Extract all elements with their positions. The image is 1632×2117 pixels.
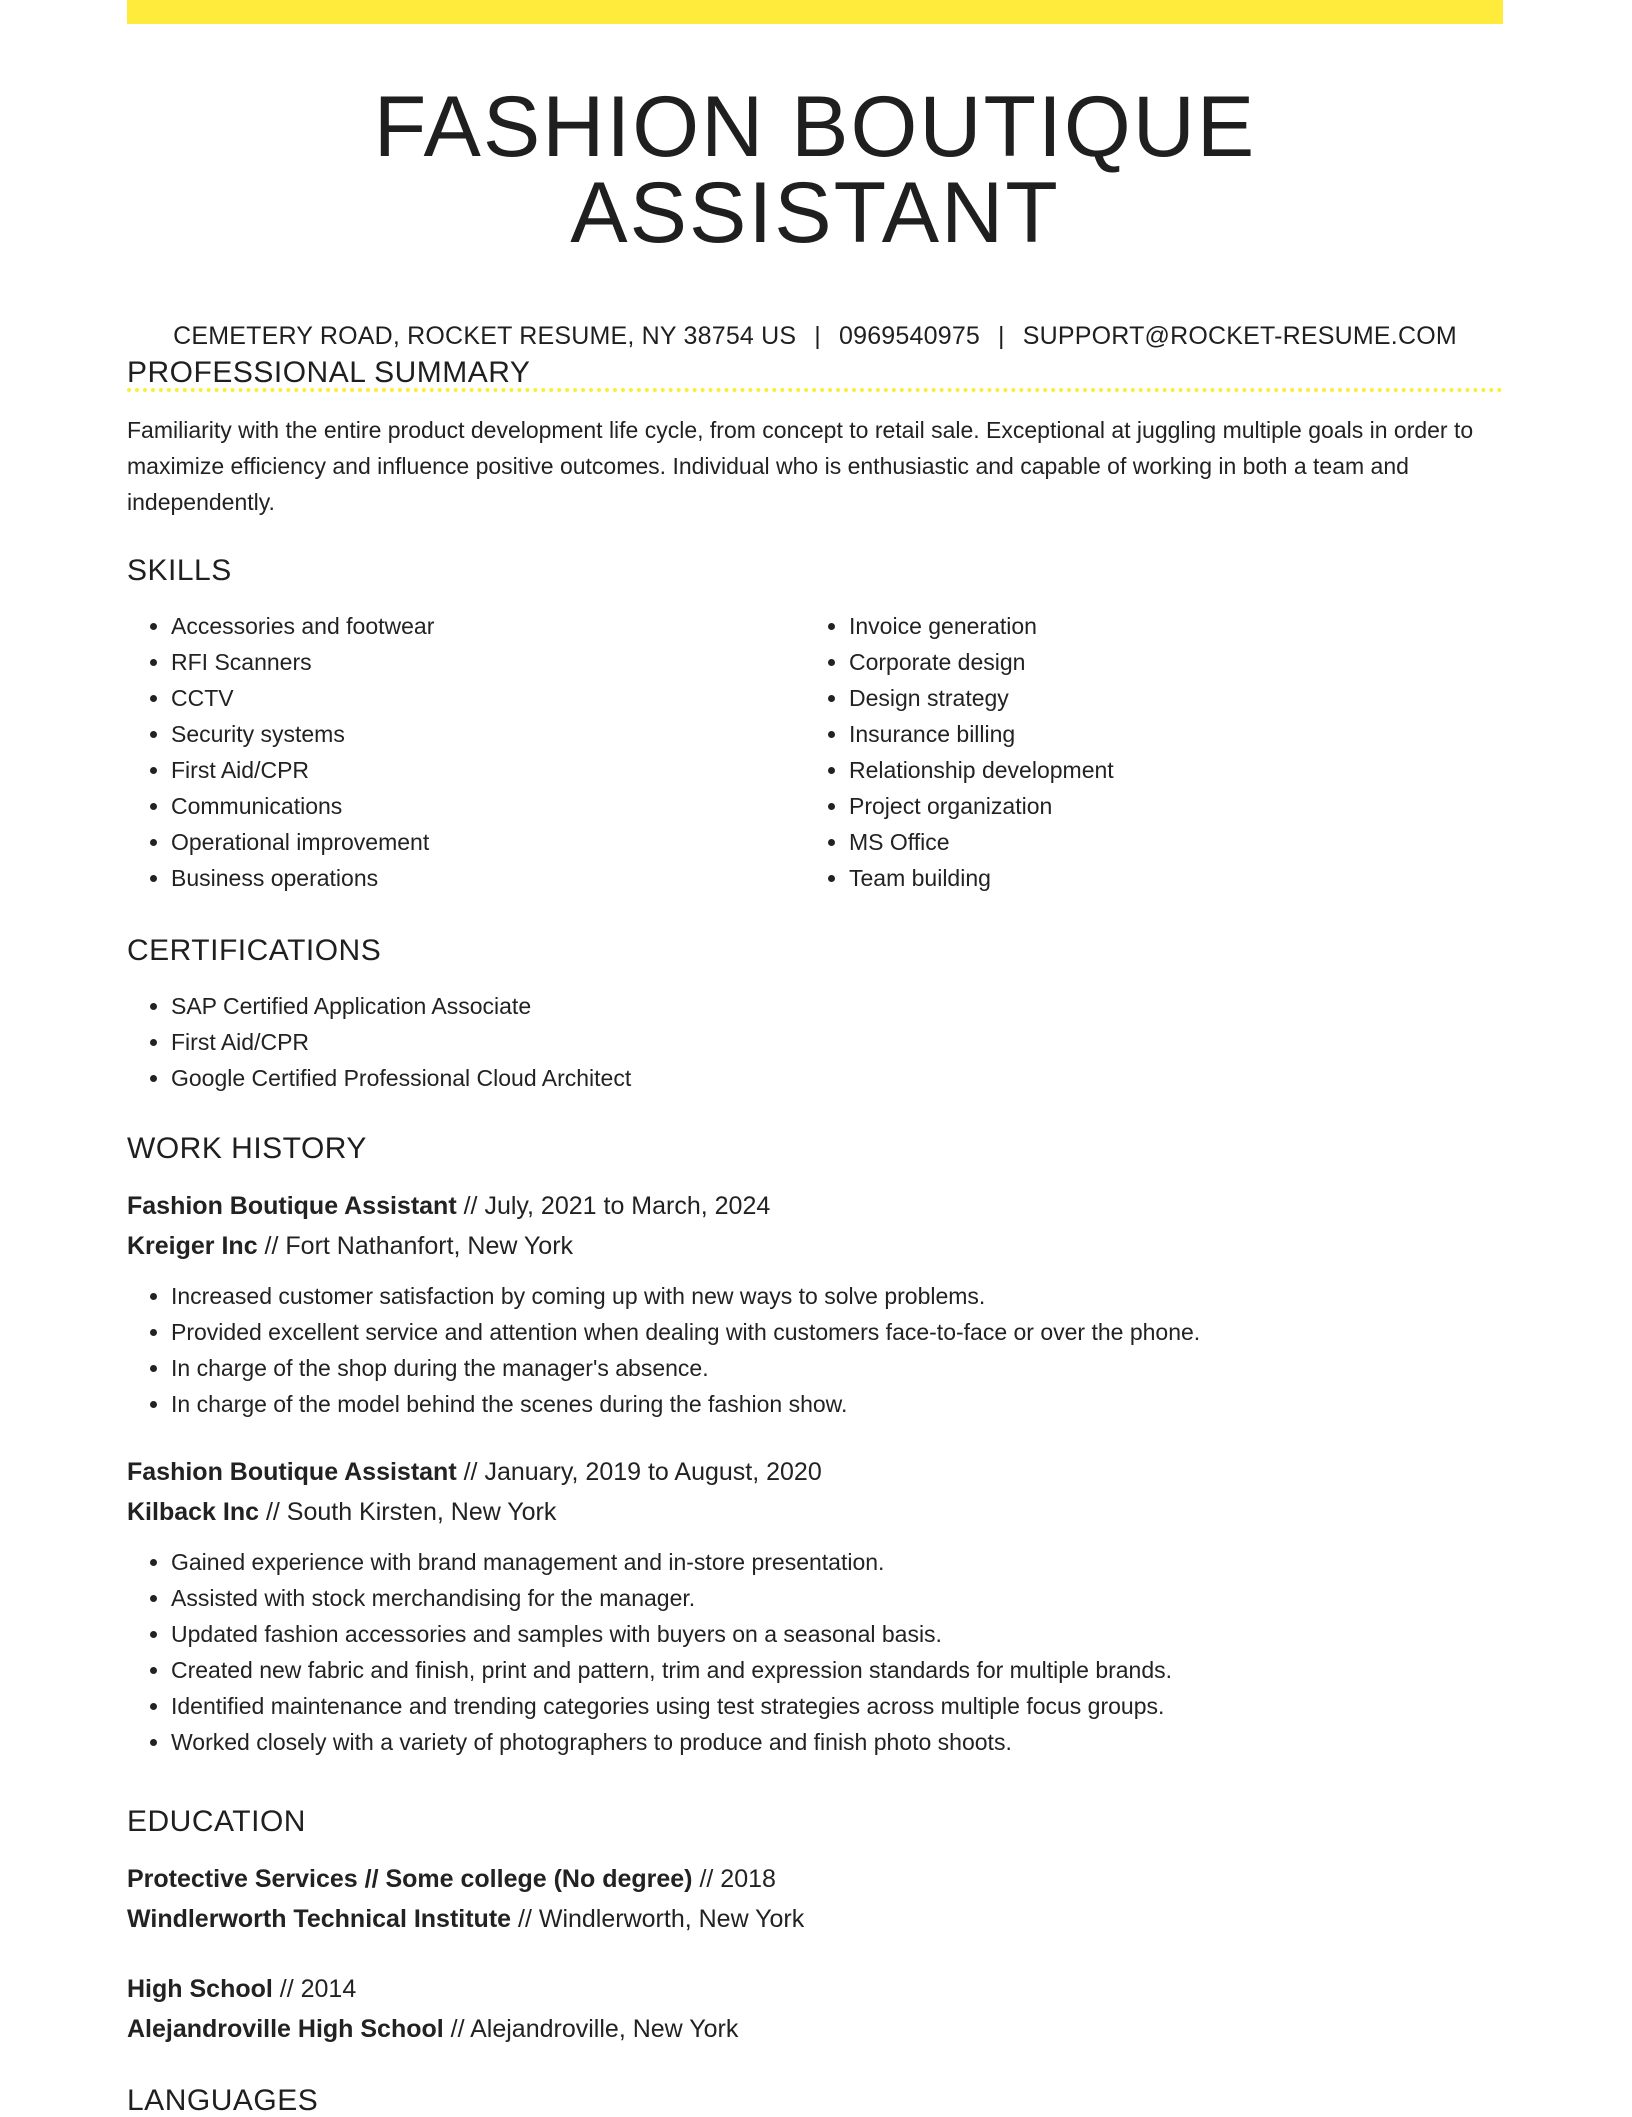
- contact-address: CEMETERY ROAD, ROCKET RESUME, NY 38754 US: [173, 322, 797, 350]
- job-entry: [127, 1186, 1503, 1422]
- education-section: [127, 1807, 1503, 2049]
- job-bullet: • Provided excellent service and attention when dealing with customers face-to-face or over the phone.: [171, 1314, 1503, 1350]
- education-location: // Alejandroville, New York: [443, 2015, 739, 2043]
- resume-name: FASHION BOUTIQUE ASSISTANT: [373, 79, 1257, 261]
- job-bullet: • In charge of the model behind the scenes during the fashion show.: [171, 1386, 1503, 1422]
- resume-page: [127, 0, 1503, 2117]
- job-bullet: • Updated fashion accessories and samples with buyers on a seasonal basis.: [171, 1616, 1503, 1652]
- skill-item: • CCTV: [171, 680, 805, 716]
- certification-item: • SAP Certified Application Associate: [171, 988, 1503, 1024]
- job-bullet: • Increased customer satisfaction by coming up with new ways to solve problems.: [171, 1278, 1503, 1314]
- education-school-line: [127, 1899, 1503, 1939]
- job-entry: [127, 1452, 1503, 1760]
- job-role: Fashion Boutique Assistant: [127, 1192, 457, 1220]
- job-bullet: • Assisted with stock merchandising for the manager.: [171, 1580, 1503, 1616]
- section-title-certifications: CERTIFICATIONS: [127, 934, 382, 967]
- skill-item: • Design strategy: [849, 680, 1483, 716]
- education-location: // Windlerworth, New York: [511, 1905, 805, 1933]
- job-role: Fashion Boutique Assistant: [127, 1458, 457, 1486]
- contact-phone: 0969540975: [839, 322, 981, 350]
- job-bullet: • Created new fabric and finish, print and pattern, trim and expression standards for multiple brands.: [171, 1652, 1503, 1688]
- job-bullets: [127, 1278, 1503, 1422]
- skill-item: • Relationship development: [849, 752, 1483, 788]
- skill-item: • MS Office: [849, 824, 1483, 860]
- job-title-line: [127, 1186, 1503, 1226]
- skill-item: • Business operations: [171, 860, 805, 896]
- skill-item: • Invoice generation: [849, 608, 1483, 644]
- section-title-languages: LANGUAGES: [127, 2084, 319, 2117]
- certifications-list: [127, 988, 1503, 1096]
- contact-separator: |: [998, 322, 1005, 350]
- education-entry: [127, 1969, 1503, 2049]
- job-location: // Fort Nathanfort, New York: [257, 1232, 574, 1260]
- section-title-education: EDUCATION: [127, 1805, 306, 1838]
- job-dates: // July, 2021 to March, 2024: [456, 1192, 771, 1220]
- section-title-work: WORK HISTORY: [127, 1132, 367, 1165]
- skill-item: • Operational improvement: [171, 824, 805, 860]
- job-title-line: [127, 1452, 1503, 1492]
- certification-item: • Google Certified Professional Cloud Architect: [171, 1060, 1503, 1096]
- education-school: Alejandroville High School: [127, 2015, 444, 2043]
- skill-item: • Team building: [849, 860, 1483, 896]
- section-title-summary: PROFESSIONAL SUMMARY: [127, 356, 531, 389]
- education-school-line: [127, 2009, 1503, 2049]
- education-degree: Protective Services // Some college (No degree): [127, 1865, 693, 1893]
- section-title-skills: SKILLS: [127, 554, 232, 587]
- education-entry: [127, 1859, 1503, 1939]
- job-bullets: [127, 1544, 1503, 1760]
- skill-item: • Communications: [171, 788, 805, 824]
- education-year: // 2014: [272, 1975, 357, 2003]
- job-company: Kreiger Inc: [127, 1232, 258, 1260]
- skill-item: • First Aid/CPR: [171, 752, 805, 788]
- work-history-section: [127, 1134, 1503, 1760]
- job-company: Kilback Inc: [127, 1498, 259, 1526]
- education-degree: High School: [127, 1975, 273, 2003]
- skill-item: • Insurance billing: [849, 716, 1483, 752]
- skill-item: • Security systems: [171, 716, 805, 752]
- contact-line: [127, 324, 1503, 349]
- skills-left-list: [127, 608, 805, 896]
- contact-email[interactable]: SUPPORT@ROCKET-RESUME.COM: [1022, 322, 1457, 350]
- job-bullet: • Worked closely with a variety of photographers to produce and finish photo shoots.: [171, 1724, 1503, 1760]
- job-bullet: • Gained experience with brand management and in-store presentation.: [171, 1544, 1503, 1580]
- job-location: // South Kirsten, New York: [259, 1498, 557, 1526]
- education-year: // 2018: [692, 1865, 776, 1893]
- job-company-line: [127, 1226, 1503, 1266]
- certifications-section: [127, 936, 1503, 1096]
- certification-item: • First Aid/CPR: [171, 1024, 1503, 1060]
- education-degree-line: [127, 1859, 1503, 1899]
- skills-right-list: [805, 608, 1483, 896]
- skills-columns: [127, 608, 1503, 896]
- job-company-line: [127, 1492, 1503, 1532]
- skill-item: • Corporate design: [849, 644, 1483, 680]
- education-degree-line: [127, 1969, 1503, 2009]
- skill-item: • RFI Scanners: [171, 644, 805, 680]
- job-bullet: • Identified maintenance and trending categories using test strategies across multiple focus groups.: [171, 1688, 1503, 1724]
- skill-item: • Accessories and footwear: [171, 608, 805, 644]
- skills-section: [127, 556, 1503, 896]
- contact-separator: |: [814, 322, 821, 350]
- job-bullet: • In charge of the shop during the manager's absence.: [171, 1350, 1503, 1386]
- skill-item: • Project organization: [849, 788, 1483, 824]
- job-dates: // January, 2019 to August, 2020: [456, 1458, 822, 1486]
- summary-section: [127, 358, 1503, 520]
- summary-text: Familiarity with the entire product development life cycle, from concept to retail sale. Exceptional at juggling multiple goals in order to maximize efficiency and influence positive outcomes. Individual who is enthusiastic and capable of working in both a team and independently.: [127, 417, 1474, 515]
- accent-top-bar: [127, 0, 1503, 24]
- education-school: Windlerworth Technical Institute: [127, 1905, 512, 1933]
